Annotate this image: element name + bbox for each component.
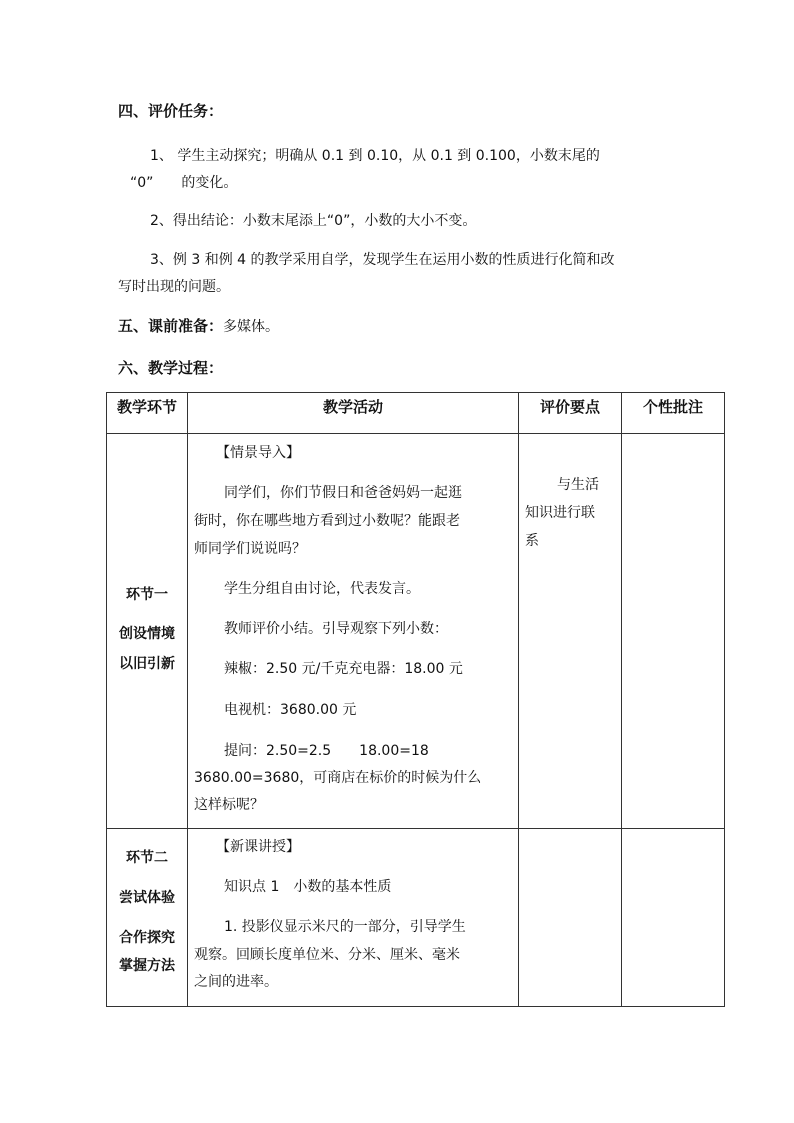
evaluation-cell-2 — [519, 829, 622, 1007]
stage-2-line-1: 环节二 — [126, 850, 168, 866]
lesson-process-table — [106, 392, 725, 1007]
activity-heading: 【新课讲授】 — [216, 839, 300, 855]
evaluation-cell-1 — [519, 434, 622, 829]
section-5-title: 五、课前准备： — [118, 317, 224, 335]
eval-item-1-line-2: “0” 的变化。 — [130, 175, 238, 191]
eval-item-2: 2、得出结论：小数末尾添上“0”，小数的大小不变。 — [150, 213, 477, 229]
stage-1-line-3: 以旧引新 — [119, 656, 175, 672]
activity-line: 电视机：3680.00 元 — [224, 702, 357, 718]
stage-1-line-2: 创设情境 — [119, 626, 175, 642]
section-5-content: 多媒体。 — [223, 319, 280, 335]
stage-1-line-1: 环节一 — [126, 587, 168, 603]
activity-line: 师同学们说说吗？ — [194, 541, 306, 557]
activity-cell-1 — [188, 434, 519, 829]
activity-line: 提问：2.50=2.5 18.00=18 — [224, 743, 429, 759]
activity-line: 学生分组自由讨论，代表发言。 — [224, 581, 420, 597]
activity-line: 教师评价小结。引导观察下列小数： — [224, 621, 448, 637]
stage-2-line-3: 合作探究 — [119, 930, 175, 946]
header-notes: 个性批注 — [622, 393, 725, 434]
stage-cell-1 — [107, 434, 188, 829]
activity-heading: 【情景导入】 — [216, 445, 300, 461]
section-6-title: 六、教学过程： — [118, 359, 224, 377]
activity-line: 3680.00=3680，可商店在标价的时候为什么 — [194, 770, 482, 786]
eval-item-1-line-1: 1、 学生主动探究；明确从 0.1 到 0.10，从 0.1 到 0.100，小数末尾的 — [150, 148, 600, 164]
evaluation-line: 与生活 — [557, 477, 599, 493]
table-row — [107, 434, 725, 829]
activity-line: 辣椒：2.50 元/千克充电器：18.00 元 — [224, 661, 463, 677]
header-evaluation: 评价要点 — [519, 393, 622, 434]
notes-cell-2 — [622, 829, 725, 1007]
eval-item-3-line-1: 3、例 3 和例 4 的教学采用自学，发现学生在运用小数的性质进行化简和改 — [150, 252, 615, 268]
activity-line: 这样标呢？ — [194, 797, 264, 813]
eval-item-3-line-2: 写时出现的问题。 — [118, 279, 230, 295]
activity-line: 同学们，你们节假日和爸爸妈妈一起逛 — [224, 485, 462, 501]
section-5 — [118, 315, 279, 336]
evaluation-line: 知识进行联 — [525, 505, 595, 521]
activity-line: 知识点 1 小数的基本性质 — [224, 879, 392, 895]
activity-line: 街时，你在哪些地方看到过小数呢？能跟老 — [194, 513, 460, 529]
evaluation-line: 系 — [525, 533, 539, 549]
table-row — [107, 829, 725, 1007]
stage-2-line-4: 掌握方法 — [119, 958, 175, 974]
activity-line: 观察。回顾长度单位米、分米、厘米、毫米 — [194, 947, 460, 963]
section-4-title: 四、评价任务： — [118, 102, 224, 120]
header-activity: 教学活动 — [188, 393, 519, 434]
stage-cell-2 — [107, 829, 188, 1007]
header-stage: 教学环节 — [107, 393, 188, 434]
stage-2-line-2: 尝试体验 — [119, 890, 175, 906]
notes-cell-1 — [622, 434, 725, 829]
activity-line: 1. 投影仪显示米尺的一部分，引导学生 — [224, 919, 466, 935]
table-header-row — [107, 393, 725, 434]
activity-cell-2 — [188, 829, 519, 1007]
activity-line: 之间的进率。 — [194, 974, 278, 990]
